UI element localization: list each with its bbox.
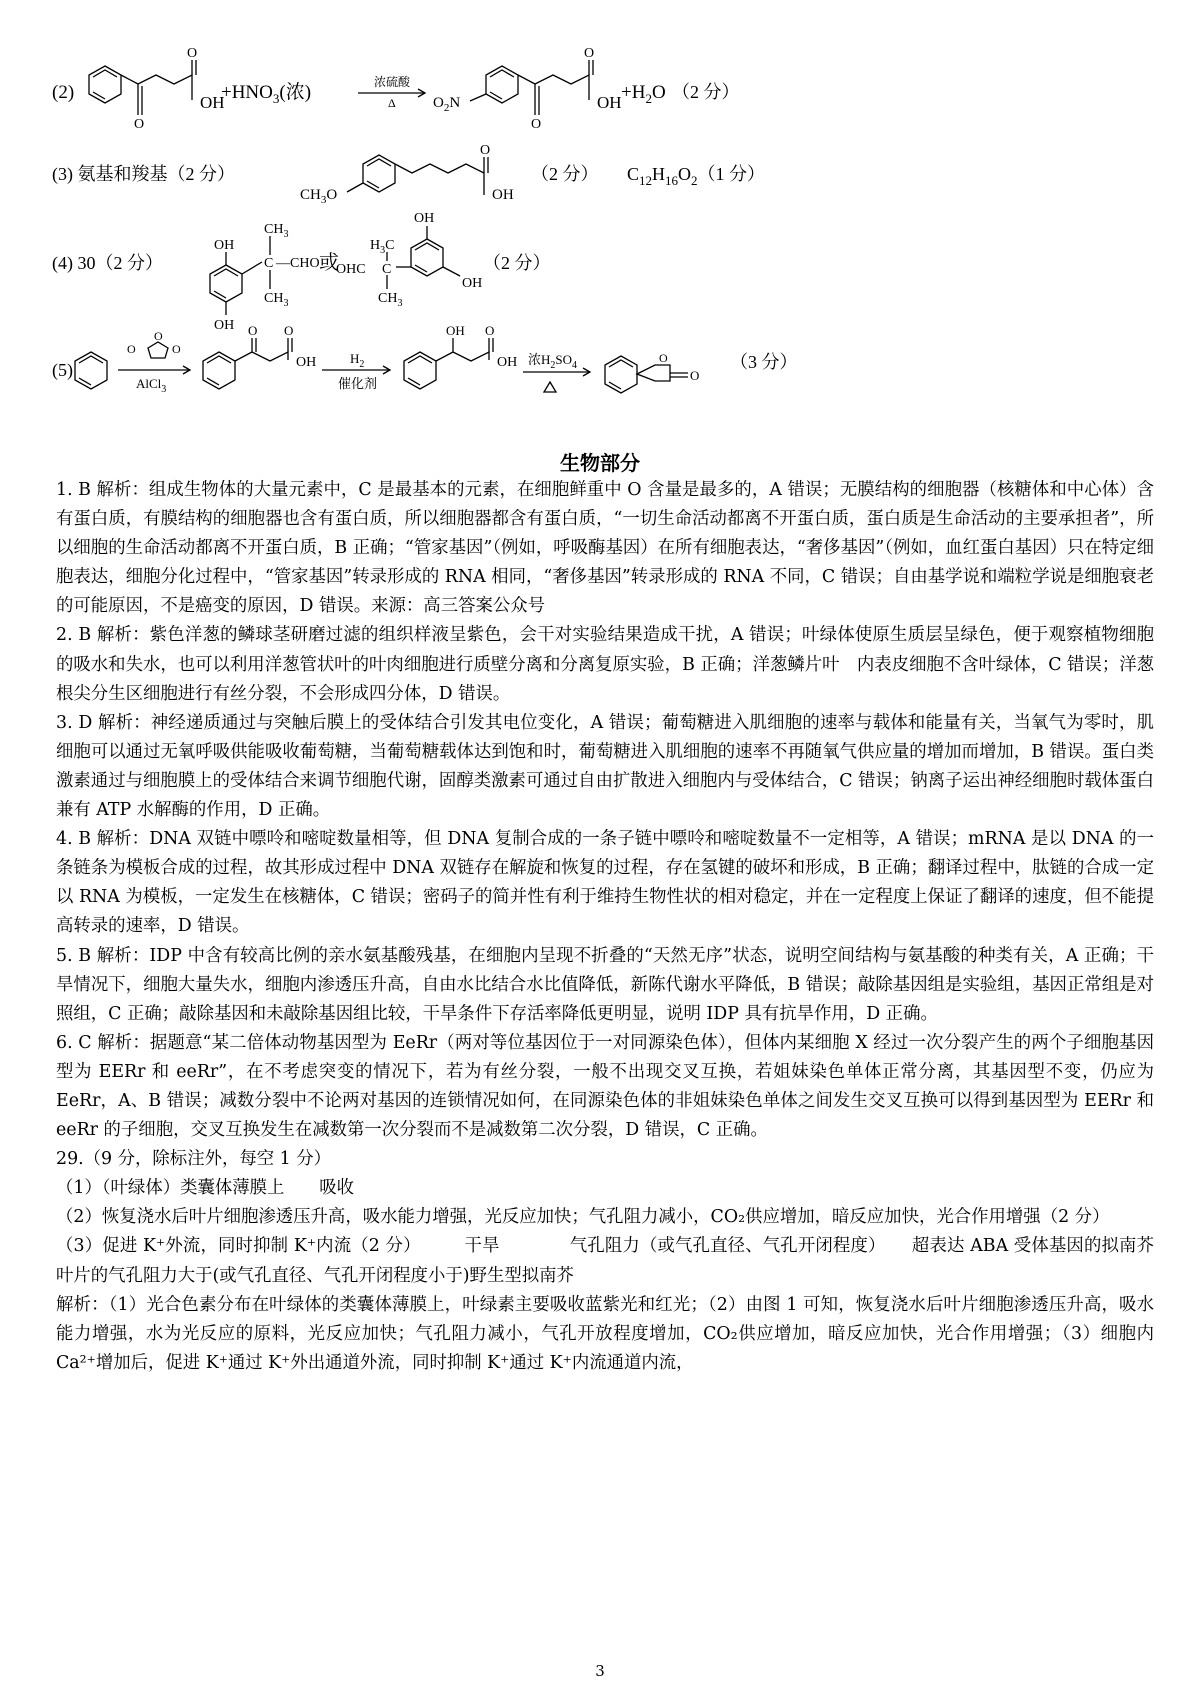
q2-oh-1: OH xyxy=(200,93,225,112)
q4-oh-b2: OH xyxy=(462,276,483,291)
q4-c-b: C xyxy=(382,262,392,277)
q2-benzene-ring-2 xyxy=(486,66,518,103)
question-29-part-3: （3）促进 K⁺外流，同时抑制 K⁺内流（2 分） 干旱 气孔阻力（或气孔直径、气孔开闭程度） 超表达 ABA 受体基因的拟南芥叶片的气孔阻力大于(或气孔直径、气孔开闭程度小于)野生型拟南芥 xyxy=(56,1236,1154,1286)
q4-or: 或 xyxy=(319,252,339,274)
question-29-part-2: （2）恢复浇水后叶片细胞渗透压升高，吸水能力增强，光反应加快；气孔阻力减小，CO₂供应增加，暗反应加快，光合作用增强（2 分） xyxy=(56,1207,1110,1228)
answer-1: 1. B 解析：组成生物体的大量元素中，C 是最基本的元素，在细胞鲜重中 O 含量是最多的，A 错误；无膜结构的细胞器（核糖体和中心体）含有蛋白质，有膜结构的细胞器也含有蛋白质，所以细胞器都含有蛋白质，“一切生命活动都离不开蛋白质，蛋白质是生命活动的主要承担者”，所以细胞的生命活动都离不开蛋白质，B 正确；“管家基因”（例如，呼吸酶基因）在所有细胞表达，“奢侈基因”（例如，血红蛋白基因）只在特定细胞表达，细胞分化过程中，“管家基因”转录形成的 RNA 相同，“奢侈基因”转录形成的 RNA 不同，C 错误；自由基学说和端粒学说是细胞衰老的可能原因，不是癌变的原因，D 错误。来源：高三答案公众号 xyxy=(56,480,1154,617)
q2-label: (2) xyxy=(52,82,75,103)
answer-5: 5. B 解析：IDP 中含有较高比例的亲水氨基酸残基，在细胞内呈现不折叠的“天然无序”状态，说明空间结构与氨基酸的种类有关，A 正确；干旱情况下，细胞大量失水，细胞内渗透压升高，自由水比结合水比值降低，新陈代谢水平降低，B 错误；敲除基因组是实验组，基因正常组是对照组，C 正确；敲除基因和未敲除基因组比较，干旱条件下存活率降低更明显，说明 IDP 具有抗旱作用，D 正确。 xyxy=(56,945,1154,1024)
q5-lactone-o: O xyxy=(659,351,668,365)
q3-formula: $C_{12}H_{16}O_2(1$ 分） xyxy=(627,164,766,188)
q5-benzene-ring-2 xyxy=(203,352,235,389)
q5-benzene-ring-1 xyxy=(75,352,107,389)
question-29-part-1: （1）（叶绿体）类囊体薄膜上 吸收 xyxy=(56,1178,355,1199)
q2-o-top-1: O xyxy=(187,46,198,61)
q4-ohc-b: OHC xyxy=(336,262,366,277)
q5-oh-2: OH xyxy=(497,355,518,370)
q4-oh-a1: OH xyxy=(214,238,235,253)
q5-anhydride-o2: O xyxy=(154,329,163,343)
q4-cho-a: —CHO xyxy=(276,256,320,271)
q5-score: （3 分） xyxy=(730,352,798,372)
q5-label: (5) xyxy=(52,360,73,380)
q5-o-acid: O xyxy=(284,323,294,338)
q2-nitro: $O_2N$ xyxy=(433,95,461,114)
q5-oh-1: OH xyxy=(296,355,317,370)
page-number: 3 xyxy=(595,1662,605,1680)
q4-oh-a2: OH xyxy=(214,318,235,333)
q2-benzene-ring-1 xyxy=(89,66,121,103)
q5-h2: $H_2$ xyxy=(350,351,365,370)
q2-arrow-bottom: Δ xyxy=(388,96,396,110)
q4-oh-b1: OH xyxy=(414,211,435,226)
q2-water: $+H_2O$ xyxy=(621,82,666,106)
q5-catalyst-alcl3: AlCl$_3$ xyxy=(136,376,167,395)
q3-oh: OH xyxy=(492,187,514,203)
q4-benzene-ring-b xyxy=(411,239,443,276)
q5-lactone-ring xyxy=(637,365,670,381)
question-29-header: 29.（9 分，除标注外，每空 1 分） xyxy=(56,1149,332,1170)
q2-reagent: $+HNO_3$(浓) xyxy=(221,82,312,106)
q2-o-bottom-1: O xyxy=(134,117,145,132)
answer-3: 3. D 解析：神经递质通过与突触后膜上的受体结合引发其电位变化，A 错误；葡萄糖进入肌细胞的速率与载体和能量有关，当氧气为零时，肌细胞可以通过无氧呼吸供能吸收葡萄糖，当葡萄糖载体达到饱和时，葡萄糖进入肌细胞的速率不再随氧气供应量的增加而增加，B 错误。蛋白类激素通过与细胞膜上的受体结合来调节细胞代谢，固醇类激素可通过自由扩散进入细胞内与受体结合，C 错误；钠离子运出神经细胞时载体蛋白兼有 ATP 水解酶的作用，D 正确。 xyxy=(56,712,1154,821)
q3-score: （2 分） xyxy=(531,164,599,184)
q4-ch3-a2: $CH_3$ xyxy=(264,291,289,309)
answer-2: 2. B 解析：紫色洋葱的鳞球茎研磨过滤的组织样液呈紫色，会干对实验结果造成干扰，A 错误；叶绿体使原生质层呈绿色，便于观察植物细胞的吸水和失水，也可以利用洋葱管状叶的叶肉细胞进行质壁分离和分离复原实验，B 正确；洋葱鳞片叶 内表皮细胞不含叶绿体，C 错误；洋葱根尖分生区细胞进行有丝分裂，不会形成四分体，D 错误。 xyxy=(56,625,1154,704)
q4-c-a: C xyxy=(264,256,274,271)
answer-6: 6. C 解析：据题意“某二倍体动物基因型为 EeRr（两对等位基因位于一对同源染色体），但体内某细胞 X 经过一次分裂产生的两个子细胞基因型为 EERr 和 eeRr”，在不考虑突变的情况下，若为有丝分裂，一般不出现交叉互换，若姐妹染色单体正常分离，其基因型不变，仍应为 EeRr，A、B 错误；减数分裂中不论两对基因的连锁情况如何，在同源染色体的非姐妹染色单体之间发生交叉互换可以得到基因型为 EERr 和 eeRr 的子细胞，交叉互换发生在减数第一次分裂而不是减数第二次分裂，D 错误，C 正确。 xyxy=(56,1032,1154,1141)
q3-label: (3) 氨基和羧基（2 分） xyxy=(52,164,235,184)
q3-benzene-ring xyxy=(363,155,395,192)
q4-ch3-a1: $CH_3$ xyxy=(264,222,289,240)
q5-anhydride-o1: O xyxy=(127,342,136,356)
q2-oh-2: OH xyxy=(597,93,622,112)
q2-o-bottom-2: O xyxy=(531,117,542,132)
q5-benzene-ring-4 xyxy=(605,356,637,393)
section-title: 生物部分 xyxy=(560,451,640,475)
q5-anhydride-o3: O xyxy=(172,342,181,356)
q3-ch3o: $CH_3O$ xyxy=(300,187,338,206)
q4-ch3-b: $CH_3$ xyxy=(378,291,403,309)
answer-body xyxy=(56,476,1154,1378)
q3-chain xyxy=(395,164,484,195)
q5-oh-alcohol: OH xyxy=(446,323,465,338)
source-note: 来源：高三答案公众号 xyxy=(371,596,546,617)
answer-4: 4. B 解析：DNA 双链中嘌呤和嘧啶数量相等，但 DNA 复制合成的一条子链中嘌呤和嘧啶数量不一定相等，A 错误；mRNA 是以 DNA 的一条链条为模板合成的过程，故其形成过程中 DNA 双链存在解旋和恢复的过程，存在氢键的破坏和形成，B 正确；翻译过程中，肽链的合成一定以 RNA 为模板，一定发生在核糖体，C 错误；密码子的简并性有利于维持生物性状的相对稳定，并在一定程度上保证了翻译的速度，但不能提高转录的速率，D 错误。 xyxy=(56,829,1154,937)
q4-benzene-ring-a xyxy=(210,265,242,302)
q2-o-top-2: O xyxy=(584,46,595,61)
q2-arrow-top: 浓硫酸 xyxy=(374,75,411,89)
q2-chain-1 xyxy=(121,75,192,100)
q5-lactone-o2: O xyxy=(690,368,700,383)
q5-o-keto: O xyxy=(248,323,258,338)
q4-score: （2 分） xyxy=(483,253,551,273)
chemistry-structures xyxy=(0,0,1200,420)
q2-score: （2 分） xyxy=(672,82,740,102)
q3-o-top: O xyxy=(480,143,491,158)
question-29-analysis: 解析：（1）光合色素分布在叶绿体的类囊体薄膜上，叶绿素主要吸收蓝紫光和红光；（2）由图 1 可知，恢复浇水后叶片细胞渗透压升高，吸水能力增强，水为光反应的原料，光反应加快；气孔阻力减小，气孔开放程度增加，CO₂供应增加，暗反应加快，光合作用增强；（3）细胞内 Ca²⁺增加后，促进 K⁺通过 K⁺外出通道外流，同时抑制 K⁺通过 K⁺内流通道内流， xyxy=(56,1294,1154,1373)
q4-label: (4) 30（2 分） xyxy=(52,253,163,273)
q4-h3c-b: $H_3C$ xyxy=(370,238,395,256)
q5-conc-h2so4: 浓$H_2SO_4$ xyxy=(528,352,578,371)
q5-o-acid-2: O xyxy=(485,323,495,338)
q5-benzene-ring-3 xyxy=(404,352,436,389)
q5-catalyst: 催化剂 xyxy=(338,376,378,391)
